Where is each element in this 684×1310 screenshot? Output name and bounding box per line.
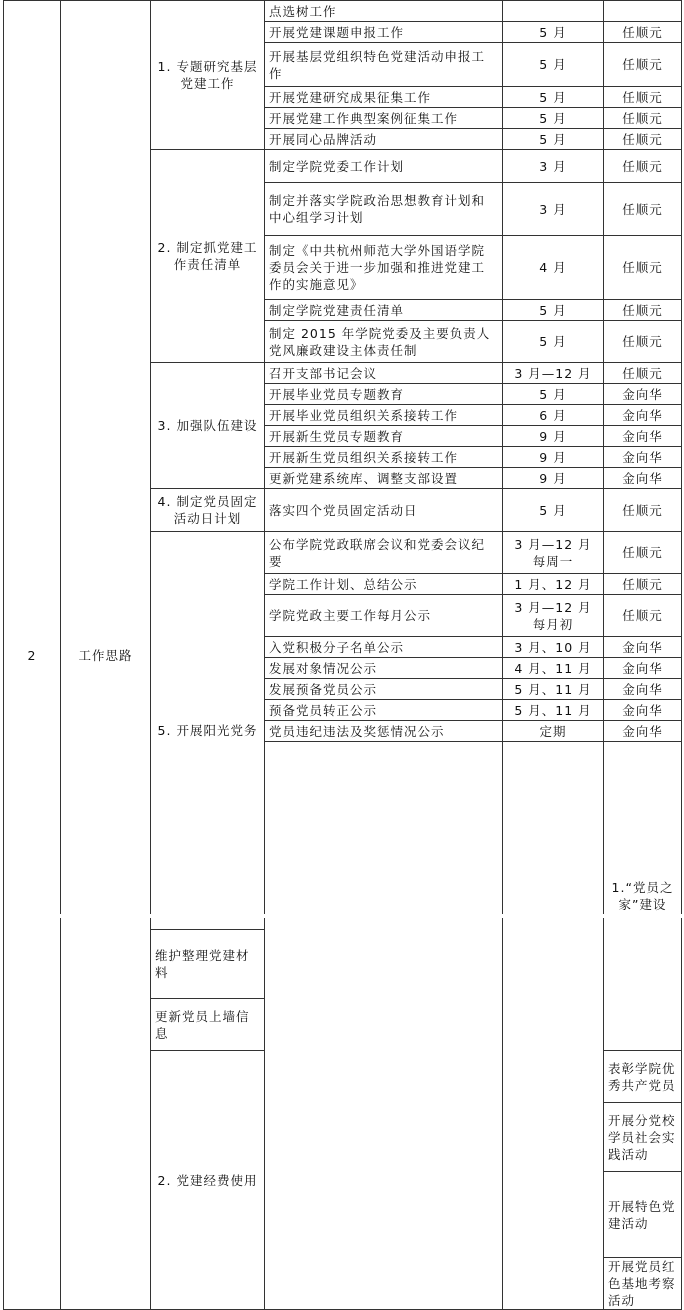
subcategory-text: 1. 专题研究基层党建工作 [157, 59, 258, 91]
task-cell [151, 930, 265, 999]
category-cell [503, 742, 604, 1310]
task-text: 学院工作计划、总结公示 [269, 576, 418, 592]
time-text: 5 月 [539, 89, 567, 105]
owner-cell [604, 22, 682, 43]
owner-text: 任顺元 [622, 365, 663, 381]
task-cell [604, 1258, 682, 1310]
owner-cell [604, 129, 682, 150]
task-text: 开展党建研究成果征集工作 [269, 89, 432, 105]
owner-cell [604, 574, 682, 595]
owner-cell [604, 300, 682, 321]
time-text: 9 月 [539, 470, 567, 486]
task-cell [265, 426, 503, 447]
time-text: 3 月、10 月 [514, 639, 592, 655]
owner-cell [604, 183, 682, 236]
time-text: 5 月 [539, 334, 567, 349]
time-text: 5 月 [539, 131, 567, 147]
time-text: 5 月 [539, 57, 567, 72]
task-text: 党员违纪违法及奖惩情况公示 [269, 723, 445, 739]
task-text: 预备党员转正公示 [269, 702, 378, 718]
owner-text: 金向华 [622, 407, 663, 423]
task-text: 制定《中共杭州师范大学外国语学院委员会关于进一步加强和推进党建工作的实施意见》 [269, 243, 486, 292]
time-cell [503, 405, 604, 426]
task-cell [265, 87, 503, 108]
item-number-cell [265, 742, 503, 1310]
owner-text: 任顺元 [622, 201, 663, 217]
owner-text: 任顺元 [622, 502, 663, 518]
owner-cell [604, 87, 682, 108]
task-text: 开展党建课题申报工作 [269, 24, 405, 40]
time-cell [503, 489, 604, 532]
owner-cell [604, 43, 682, 87]
task-text: 开展毕业党员专题教育 [269, 386, 405, 402]
task-text: 更新党员上墙信息 [155, 1008, 250, 1041]
work-plan-table [3, 0, 682, 1310]
time-cell [503, 108, 604, 129]
time-text: 4 月、11 月 [514, 660, 592, 676]
task-cell [265, 150, 503, 183]
task-text: 公布学院党政联席会议和党委会议纪要 [269, 536, 486, 569]
owner-text: 金向华 [622, 449, 663, 465]
owner-cell [604, 489, 682, 532]
owner-cell [604, 150, 682, 183]
table-row [4, 1, 682, 22]
owner-text: 任顺元 [622, 24, 663, 40]
task-text: 学院党政主要工作每月公示 [269, 608, 432, 623]
task-cell [265, 532, 503, 574]
subcategory-text: 1.“党员之家”建设 [611, 880, 674, 912]
subcategory-cell [151, 532, 265, 930]
time-cell [503, 574, 604, 595]
time-text: 3 月 [539, 158, 567, 174]
time-cell [503, 468, 604, 489]
task-cell [265, 300, 503, 321]
owner-text: 金向华 [622, 639, 663, 655]
time-cell [503, 447, 604, 468]
owner-text: 任顺元 [622, 158, 663, 174]
task-text: 开展毕业党员组织关系接转工作 [269, 407, 459, 423]
task-text: 开展基层党组织特色党建活动申报工作 [269, 48, 486, 81]
owner-text: 金向华 [622, 428, 663, 444]
task-cell [265, 489, 503, 532]
owner-cell [604, 637, 682, 658]
owner-text: 金向华 [622, 470, 663, 486]
owner-cell [604, 532, 682, 574]
time-text: 1 月、12 月 [514, 576, 592, 592]
time-cell [503, 236, 604, 300]
owner-text: 任顺元 [622, 608, 663, 623]
owner-cell [604, 405, 682, 426]
task-text: 开展同心品牌活动 [269, 131, 378, 147]
task-text: 落实四个党员固定活动日 [269, 502, 418, 518]
time-text: 3 月 [539, 201, 567, 217]
task-cell [151, 999, 265, 1051]
task-cell [265, 679, 503, 700]
task-text: 制定 2015 年学院党委及主要负责人党风廉政建设主体责任制 [269, 325, 491, 358]
time-cell [503, 721, 604, 742]
time-cell [503, 658, 604, 679]
page-bottom-edge [6, 914, 684, 918]
task-text: 入党积极分子名单公示 [269, 639, 405, 655]
task-cell [265, 468, 503, 489]
task-text: 更新党建系统库、调整支部设置 [269, 470, 459, 486]
task-text: 开展特色党建活动 [608, 1198, 676, 1231]
task-cell [265, 236, 503, 300]
owner-text: 任顺元 [622, 89, 663, 105]
subcategory-text: 3. 加强队伍建设 [157, 418, 258, 433]
task-text: 制定学院党委工作计划 [269, 158, 405, 174]
subcategory-cell [151, 489, 265, 532]
owner-cell [604, 595, 682, 637]
owner-text: 任顺元 [622, 260, 663, 275]
time-cell [503, 363, 604, 384]
subcategory-cell [151, 1, 265, 150]
time-cell [503, 532, 604, 574]
task-cell [265, 721, 503, 742]
time-cell [503, 679, 604, 700]
task-text: 制定并落实学院政治思想教育计划和中心组学习计划 [269, 193, 486, 225]
time-text: 3 月—12 月 每周一 [514, 536, 592, 569]
owner-cell [604, 236, 682, 300]
task-text: 开展党员红色基地考察活动 [608, 1259, 676, 1308]
time-cell [503, 150, 604, 183]
time-text: 5 月、11 月 [514, 681, 592, 697]
task-cell [604, 1172, 682, 1258]
task-text: 召开支部书记会议 [269, 365, 378, 381]
task-text: 表彰学院优秀共产党员 [608, 1060, 676, 1093]
owner-cell [604, 321, 682, 363]
subcategory-text: 2. 制定抓党建工作责任清单 [157, 240, 258, 272]
task-text: 开展新生党员组织关系接转工作 [269, 449, 459, 465]
task-cell [265, 384, 503, 405]
owner-text: 任顺元 [622, 334, 663, 349]
category-cell [61, 1, 151, 1310]
time-cell [503, 595, 604, 637]
task-cell [265, 183, 503, 236]
task-cell [265, 595, 503, 637]
owner-text: 任顺元 [622, 576, 663, 592]
owner-cell [604, 426, 682, 447]
owner-text: 任顺元 [622, 545, 663, 560]
task-cell [265, 22, 503, 43]
time-cell [503, 87, 604, 108]
task-text: 开展党建工作典型案例征集工作 [269, 110, 459, 126]
time-text: 5 月、11 月 [514, 702, 592, 718]
time-cell [503, 1, 604, 22]
subcategory-cell [151, 363, 265, 489]
owner-text: 金向华 [622, 660, 663, 676]
owner-text: 任顺元 [622, 131, 663, 147]
owner-text: 任顺元 [622, 302, 663, 318]
time-text: 定期 [539, 723, 567, 739]
owner-cell [604, 363, 682, 384]
owner-text: 金向华 [622, 681, 663, 697]
owner-cell [604, 468, 682, 489]
time-cell [503, 384, 604, 405]
task-cell [265, 108, 503, 129]
time-cell [503, 300, 604, 321]
owner-cell [604, 108, 682, 129]
category-text: 工作思路 [78, 647, 133, 663]
time-text: 5 月 [539, 502, 567, 518]
task-cell [265, 321, 503, 363]
time-text: 3 月—12 月 每月初 [514, 599, 592, 632]
time-text: 5 月 [539, 24, 567, 40]
time-text: 5 月 [539, 386, 567, 402]
task-cell [604, 1103, 682, 1172]
owner-text: 金向华 [622, 386, 663, 402]
task-text: 点选树工作 [269, 3, 337, 19]
task-text: 制定学院党建责任清单 [269, 302, 405, 318]
task-cell [265, 700, 503, 721]
task-cell [265, 574, 503, 595]
task-text: 开展分党校学员社会实践活动 [608, 1112, 676, 1162]
time-text: 6 月 [539, 407, 567, 423]
owner-cell [604, 1, 682, 22]
time-text: 4 月 [539, 260, 567, 275]
task-text: 发展预备党员公示 [269, 681, 378, 697]
time-text: 3 月—12 月 [514, 365, 592, 381]
task-text: 维护整理党建材料 [155, 948, 250, 980]
task-cell [265, 1, 503, 22]
subcategory-cell [151, 1051, 265, 1310]
time-text: 9 月 [539, 428, 567, 444]
time-text: 9 月 [539, 449, 567, 465]
task-cell [265, 43, 503, 87]
subcategory-text: 4. 制定党员固定活动日计划 [157, 494, 258, 526]
task-text: 开展新生党员专题教育 [269, 428, 405, 444]
owner-cell [604, 721, 682, 742]
time-cell [503, 129, 604, 150]
owner-cell [604, 658, 682, 679]
subcategory-text: 2. 党建经费使用 [157, 1172, 258, 1188]
item-number-cell [4, 1, 61, 1310]
owner-cell [604, 384, 682, 405]
task-cell [265, 637, 503, 658]
owner-text: 金向华 [622, 702, 663, 718]
owner-text: 任顺元 [622, 57, 663, 72]
time-cell [503, 700, 604, 721]
task-cell [265, 447, 503, 468]
item-number-text: 2 [27, 647, 37, 663]
task-text: 发展对象情况公示 [269, 660, 378, 676]
time-text: 5 月 [539, 302, 567, 318]
time-cell [503, 183, 604, 236]
time-cell [503, 22, 604, 43]
time-cell [503, 321, 604, 363]
document-page [3, 0, 681, 1310]
time-cell [503, 637, 604, 658]
owner-cell [604, 700, 682, 721]
task-cell [265, 363, 503, 384]
owner-text: 金向华 [622, 723, 663, 739]
subcategory-cell [604, 742, 682, 1051]
owner-cell [604, 447, 682, 468]
owner-text: 任顺元 [622, 110, 663, 126]
time-cell [503, 426, 604, 447]
time-text: 5 月 [539, 110, 567, 126]
owner-cell [604, 679, 682, 700]
task-cell [604, 1051, 682, 1103]
subcategory-cell [151, 150, 265, 363]
subcategory-text: 5. 开展阳光党务 [157, 723, 258, 738]
task-cell [265, 405, 503, 426]
task-cell [265, 658, 503, 679]
time-cell [503, 43, 604, 87]
task-cell [265, 129, 503, 150]
